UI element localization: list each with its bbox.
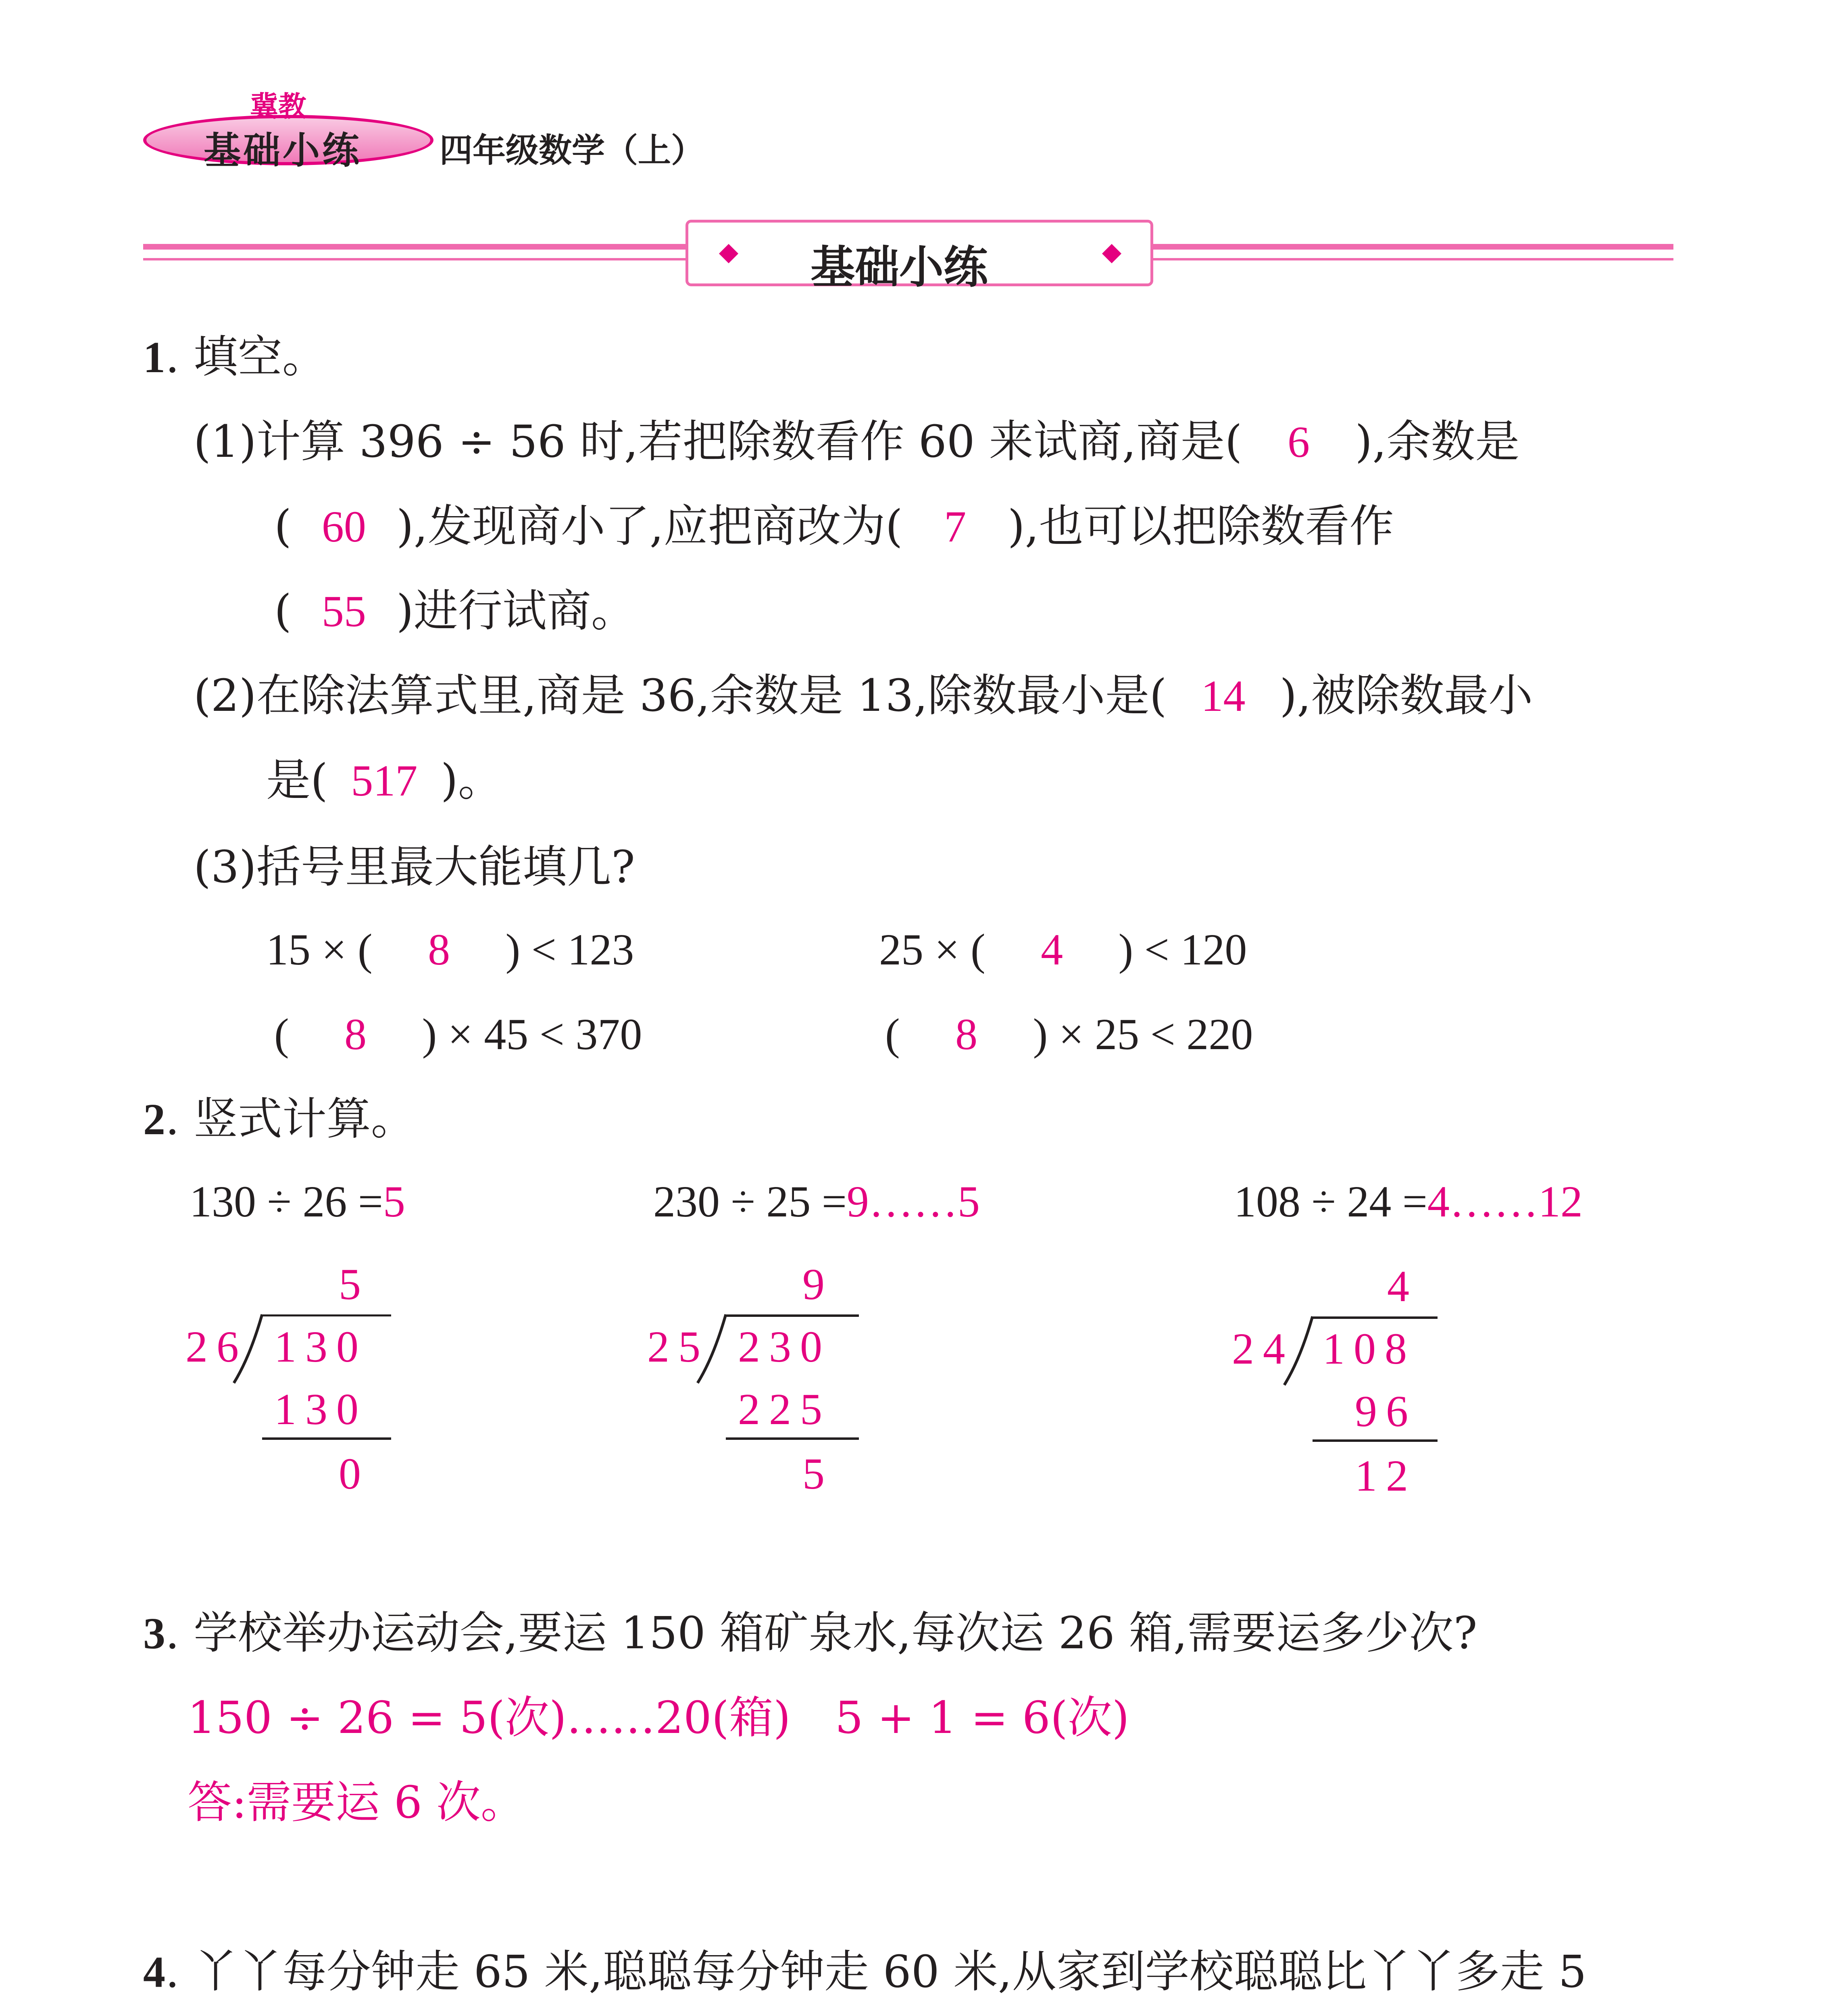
division-expression: 108 ÷ 24 =4……12 [1234,1177,1583,1226]
long-division-dividend: 230 [738,1322,831,1371]
answer-value: 5 [383,1177,405,1226]
long-division-product: 225 [738,1385,831,1434]
answer-value: 8 [955,1010,978,1059]
long-division-quotient: 4 [1387,1262,1409,1311]
long-division-dividend: 130 [274,1322,367,1371]
grade-label: 四年级数学（上） [440,131,704,170]
long-division-divisor: 26 [185,1322,248,1371]
q1-part2-line1: (2)在除法算式里,商是 36,余数是 13,除数最小是( 14 ),被除数最小 [194,670,1533,721]
long-division-dividend: 108 [1323,1324,1416,1373]
title-band-right-thin [1153,258,1673,260]
q1-part3-item: ( 8 ) × 45 < 370 [274,1010,642,1059]
q1-part3-title: (3)括号里最大能填几? [194,841,635,893]
title-band-left [143,244,685,250]
q1-part1-line1: (1)计算 396 ÷ 56 时,若把除数看作 60 来试商,商是( 6 ),余数是 [194,416,1520,467]
q1-part1-line2: ( 60 ),发现商小了,应把商改为( 7 ),也可以把除数看作 [274,500,1394,552]
division-expression: 230 ÷ 25 =9……5 [653,1177,980,1226]
q1-heading: 1. 填空。 [143,331,327,383]
answer-value: 8 [428,925,450,974]
answer-value: 8 [344,1010,367,1059]
answer-value: 4 [1041,925,1063,974]
q2-heading: 2. 竖式计算。 [143,1093,415,1145]
long-division-divisor: 25 [647,1322,709,1371]
q1-part3-item: 15 × ( 8 ) < 123 [266,925,634,974]
long-division-product: 96 [1355,1387,1417,1436]
division-bracket-top [1313,1316,1438,1319]
division-subtract-line [1313,1439,1438,1442]
division-bracket-top [726,1314,859,1317]
answer-value: 517 [351,756,418,805]
title-band-left-thin [143,258,685,260]
answer-value: 55 [321,587,366,636]
answer-value: 60 [321,502,366,551]
title-band-right [1153,244,1673,250]
long-division-quotient: 9 [802,1260,825,1309]
q1-part1-line3: ( 55 )进行试商。 [274,585,635,637]
long-division-product: 130 [274,1385,367,1434]
q4-text-line1: 4. 丫丫每分钟走 65 米,聪聪每分钟走 60 米,从家到学校聪聪比丫丫多走 5 [143,1946,1587,1997]
long-division-quotient: 5 [339,1260,361,1309]
long-division-remainder: 12 [1355,1451,1417,1500]
division-subtract-line [726,1437,859,1440]
answer-value: 6 [1288,417,1310,467]
q1-part3-item: ( 8 ) × 25 < 220 [885,1010,1253,1059]
division-bracket-top [262,1314,391,1316]
answer-value: 14 [1201,671,1246,721]
section-title: 基础小练 [810,242,988,293]
q1-part2-line2: 是( 517 )。 [266,754,502,806]
division-subtract-line [262,1437,391,1440]
series-name: 基础小练 [204,129,362,172]
long-division-remainder: 0 [339,1449,361,1498]
long-division-remainder: 5 [802,1449,825,1498]
long-division-divisor: 24 [1232,1324,1294,1373]
publisher-label: 冀教 [250,90,306,123]
answer-value: 4……12 [1427,1177,1583,1226]
q3-work: 150 ÷ 26 = 5(次)……20(箱) 5 + 1 = 6(次) [188,1692,1129,1743]
answer-value: 9……5 [846,1177,980,1226]
division-expression: 130 ÷ 26 =5 [190,1177,405,1226]
q3-text: 3. 学校举办运动会,要运 150 箱矿泉水,每次运 26 箱,需要运多少次? [143,1607,1477,1659]
answer-value: 7 [944,502,967,551]
q3-answer: 答:需要运 6 次。 [188,1776,525,1828]
q1-part3-item: 25 × ( 4 ) < 120 [879,925,1247,974]
